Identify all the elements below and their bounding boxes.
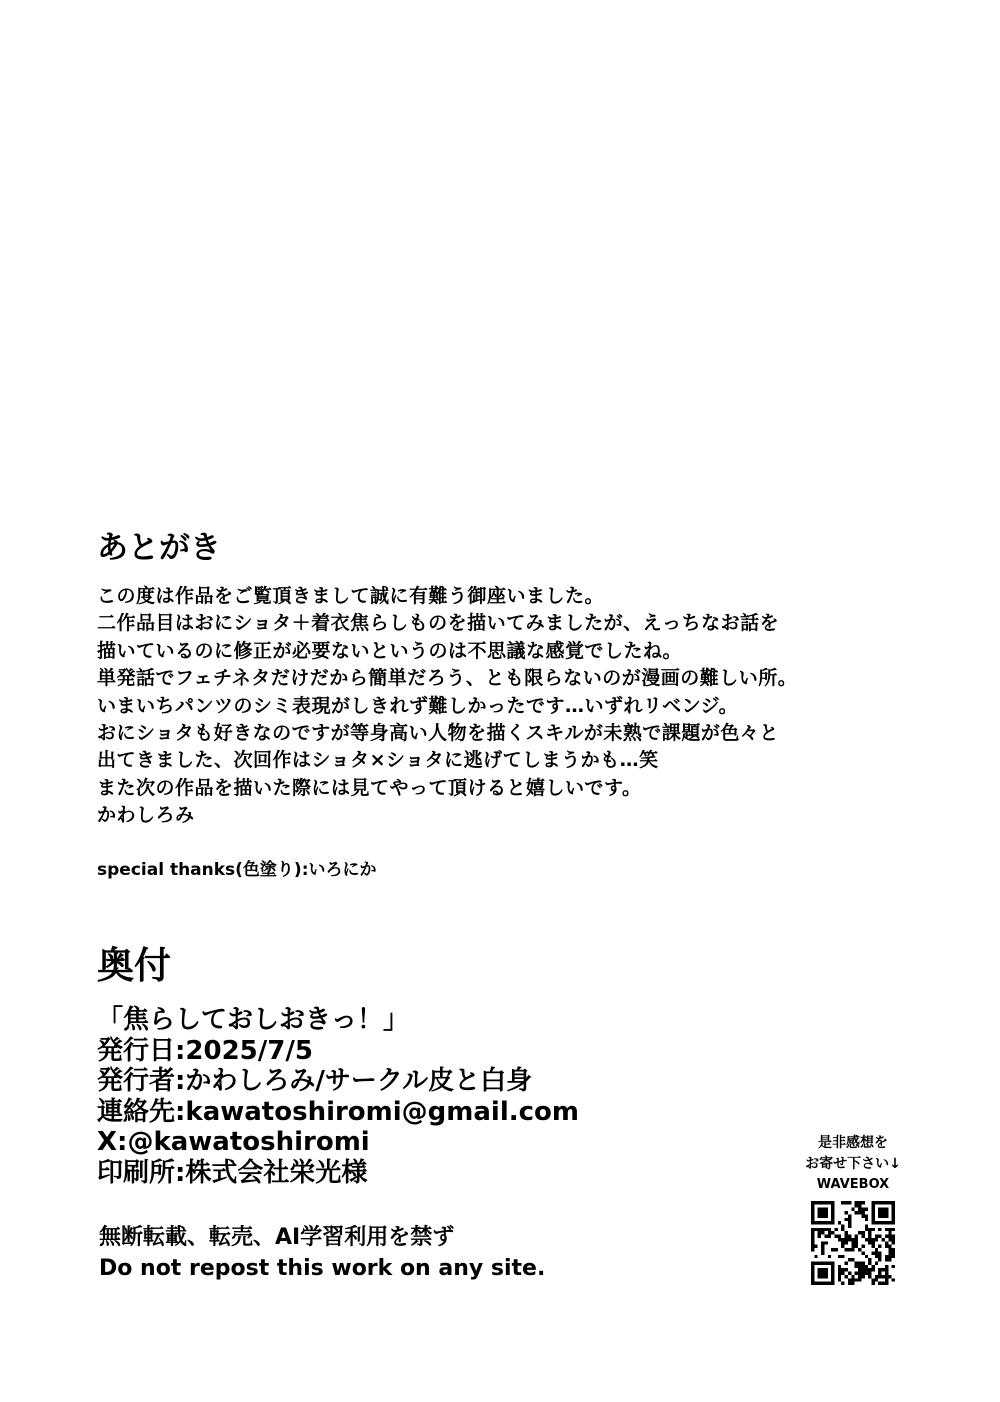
afterword-line: おにショタも好きなのですが等身高い人物を描くスキルが未熟で課題が色々と [97, 721, 779, 744]
afterword-line: 単発話でフェチネタだけだから簡単だろう、とも限らないのが漫画の難しい所。 [97, 667, 798, 690]
afterword-line: 二作品目はおにショタ＋着衣焦らしものを描いてみましたが、えっちなお話を [97, 612, 780, 635]
wavebox-prompt-line2: お寄せ下さい↓ [805, 1156, 901, 1172]
qr-code-icon[interactable] [811, 1201, 895, 1285]
afterword-line: この度は作品をご覧頂きまして誠に有難う御座いました。 [97, 585, 605, 607]
afterword-heading: あとがき [97, 530, 221, 566]
afterword-line: 描いているのに修正が必要ないというのは不思議な感覚でしたね。 [97, 639, 683, 662]
colophon-heading: 奥付 [97, 944, 171, 987]
wavebox-label: WAVEBOX [816, 1177, 890, 1192]
publisher: 発行者:かわしろみ/サークル皮と白身 [97, 1066, 533, 1096]
afterword-signature: かわしろみ [97, 804, 195, 827]
wavebox-prompt-line1: 是非感想を [818, 1135, 888, 1151]
special-thanks: special thanks(色塗り):いろにか [97, 860, 377, 880]
afterword-line: また次の作品を描いた際には見てやって頂けると嬉しいです。 [97, 776, 642, 799]
afterword-line: 出てきました、次回作はショタ×ショタに逃げてしまうかも…笑 [97, 749, 659, 772]
prohibition-notice [99, 1222, 545, 1284]
contact-email: 連絡先:kawatoshiromi@gmail.com [97, 1096, 579, 1127]
work-title: 「焦らしておしおきっ！」 [97, 1005, 410, 1035]
publish-date: 発行日:2025/7/5 [97, 1035, 313, 1066]
prohibition-jp: 無断転載、転売、AI学習利用を禁ず [99, 1225, 455, 1250]
colophon-info [97, 1005, 579, 1188]
prohibition-en: Do not repost this work on any site. [99, 1256, 546, 1281]
afterword-body [97, 583, 917, 830]
printer: 印刷所:株式会社栄光様 [97, 1157, 368, 1188]
x-account: X:@kawatoshiromi [97, 1127, 370, 1157]
afterword-line: いまいちパンツのシミ表現がしきれず難しかったです…いずれリベンジ。 [97, 694, 739, 717]
wavebox-block [778, 1133, 928, 1285]
